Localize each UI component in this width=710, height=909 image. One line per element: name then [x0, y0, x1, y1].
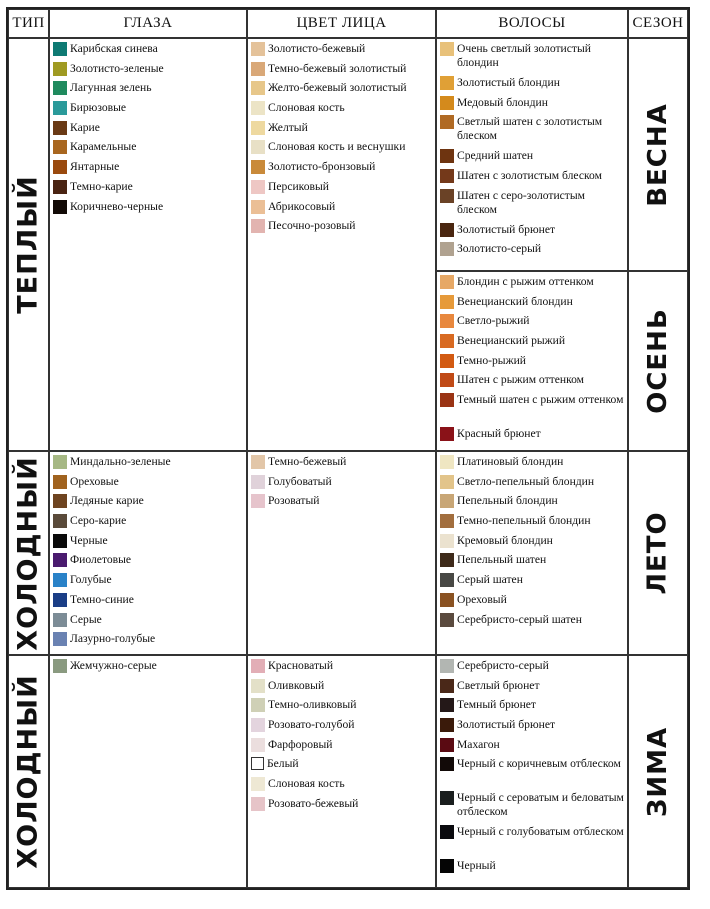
spring-hair-cell [436, 38, 628, 271]
color-label: Голубые [70, 573, 112, 587]
color-item [251, 718, 432, 738]
color-swatch [440, 189, 454, 203]
color-item [440, 738, 624, 758]
color-label: Серебристо-серый [457, 659, 549, 672]
color-item [53, 593, 243, 613]
color-label: Темно-бежевый золотистый [268, 61, 407, 75]
color-label: Желто-бежевый золотистый [268, 81, 407, 95]
color-swatch [251, 81, 265, 95]
color-label: Серые [70, 612, 102, 626]
color-label: Шатен с золотистым блеском [457, 169, 602, 183]
type-cold-winter-label: ХОЛОДНЫЙ [13, 674, 44, 869]
color-item [53, 475, 243, 495]
color-label: Золотистый брюнет [457, 718, 556, 732]
color-label: Темно-оливковый [268, 698, 357, 712]
color-item [440, 553, 624, 573]
color-label: Светлый брюнет [457, 678, 540, 692]
color-swatch [251, 200, 265, 214]
color-item [53, 140, 243, 160]
color-swatch [251, 160, 265, 174]
color-label: Черный с голубоватым отблеском [457, 825, 624, 839]
color-item [251, 455, 432, 475]
color-label: Венецианский рыжий [457, 334, 566, 348]
color-item [251, 62, 432, 82]
color-swatch [440, 757, 454, 771]
color-label: Миндально-зеленые [70, 455, 171, 468]
color-swatch [251, 797, 265, 811]
type-cold-summer-label: ХОЛОДНЫЙ [13, 455, 44, 651]
color-item [440, 613, 624, 633]
color-label: Шатен с серо-золотистым блеском [457, 188, 585, 216]
color-label: Лагунная зелень [70, 81, 152, 95]
color-item [440, 698, 624, 718]
color-swatch [53, 62, 67, 76]
color-swatch [251, 757, 264, 770]
color-swatch [53, 160, 67, 174]
color-item [440, 593, 624, 613]
color-item [53, 659, 243, 679]
season-autumn [628, 271, 688, 451]
color-item [251, 475, 432, 495]
color-item [251, 81, 432, 101]
color-item [440, 373, 624, 393]
color-item [251, 679, 432, 699]
summer-face-cell [247, 451, 436, 655]
color-label: Фарфоровый [268, 737, 333, 751]
color-swatch [440, 679, 454, 693]
color-swatch [251, 494, 265, 508]
color-item [440, 514, 624, 534]
color-item [440, 169, 624, 189]
color-item [440, 427, 624, 447]
color-label: Розоватый [268, 494, 320, 508]
color-swatch [440, 553, 454, 567]
color-item [440, 275, 624, 295]
color-label: Жемчужно-серые [70, 659, 157, 672]
summer-eyes-cell [49, 451, 247, 655]
warm-face-list [251, 42, 432, 239]
color-item [440, 42, 624, 76]
color-label: Темно-бежевый [268, 455, 347, 468]
color-item [440, 791, 624, 825]
color-swatch [53, 81, 67, 95]
color-swatch [440, 494, 454, 508]
color-label: Золотисто-бежевый [268, 42, 366, 55]
color-item [251, 160, 432, 180]
color-swatch [440, 149, 454, 163]
color-swatch [251, 219, 265, 233]
color-label: Серебристо-серый шатен [457, 612, 582, 626]
color-swatch [440, 825, 454, 839]
color-item [251, 101, 432, 121]
color-label: Янтарные [70, 160, 120, 174]
color-swatch [251, 738, 265, 752]
color-label: Пепельный шатен [457, 553, 547, 567]
color-swatch [251, 455, 265, 469]
color-label: Абрикосовый [268, 199, 336, 213]
color-swatch [251, 777, 265, 791]
color-swatch [440, 76, 454, 90]
color-swatch [53, 553, 67, 567]
color-swatch [53, 534, 67, 548]
header-season: СЕЗОН [628, 9, 688, 38]
color-item [440, 314, 624, 334]
type-cold-summer [8, 451, 49, 655]
color-item [440, 334, 624, 354]
color-label: Шатен с рыжим оттенком [457, 373, 585, 387]
color-swatch [440, 393, 454, 407]
color-swatch [53, 121, 67, 135]
color-item [251, 42, 432, 62]
color-item [53, 613, 243, 633]
color-swatch [251, 659, 265, 673]
color-label: Кремовый блондин [457, 533, 553, 547]
color-item [440, 149, 624, 169]
header-face: ЦВЕТ ЛИЦА [247, 9, 436, 38]
color-item [53, 553, 243, 573]
color-item [53, 101, 243, 121]
color-label: Средний шатен [457, 149, 534, 163]
color-label: Черный с коричневым отблеском [457, 757, 621, 771]
color-label: Коричнево-черные [70, 199, 164, 213]
summer-hair-cell [436, 451, 628, 655]
color-label: Темно-пепельный блондин [457, 514, 591, 528]
color-label: Махагон [457, 737, 500, 751]
color-item [53, 42, 243, 62]
color-item [440, 393, 624, 427]
color-swatch [251, 718, 265, 732]
color-swatch [440, 659, 454, 673]
color-item [251, 121, 432, 141]
color-swatch [440, 698, 454, 712]
color-swatch [440, 613, 454, 627]
spring-hair-list [440, 42, 624, 262]
winter-face-list [251, 659, 432, 817]
color-label: Лазурно-голубые [70, 632, 156, 646]
color-swatch [53, 632, 67, 646]
summer-eyes-list [53, 455, 243, 652]
season-spring-label: ВЕСНА [643, 102, 674, 207]
color-item [53, 62, 243, 82]
color-label: Золотисто-зеленые [70, 61, 164, 75]
color-swatch [251, 180, 265, 194]
color-item [440, 859, 624, 879]
color-item [440, 534, 624, 554]
color-item [440, 757, 624, 791]
color-swatch [53, 101, 67, 115]
color-item [53, 494, 243, 514]
season-winter [628, 655, 688, 888]
color-item [440, 825, 624, 859]
season-autumn-label: ОСЕНЬ [643, 308, 673, 414]
color-item [440, 494, 624, 514]
color-item [440, 189, 624, 223]
color-item [53, 534, 243, 554]
color-swatch [440, 295, 454, 309]
color-item [440, 223, 624, 243]
color-item [53, 632, 243, 652]
color-label: Слоновая кость [268, 777, 345, 791]
color-item [251, 738, 432, 758]
color-label: Ореховый [457, 592, 507, 606]
header-hair: ВОЛОСЫ [436, 9, 628, 38]
color-label: Светлый шатен с золотистым блеском [457, 115, 603, 143]
color-label: Золотисто-серый [457, 242, 542, 256]
color-label: Оливковый [268, 678, 325, 692]
color-swatch [251, 62, 265, 76]
color-label: Бирюзовые [70, 101, 127, 115]
color-swatch [53, 573, 67, 587]
autumn-hair-list [440, 275, 624, 447]
color-label: Красноватый [268, 659, 334, 672]
color-swatch [440, 275, 454, 289]
color-item [53, 455, 243, 475]
color-item [53, 514, 243, 534]
color-label: Черный [457, 859, 496, 873]
type-warm [8, 38, 49, 451]
color-item [53, 180, 243, 200]
color-item [251, 200, 432, 220]
color-item [440, 718, 624, 738]
color-label: Черные [70, 533, 108, 547]
color-swatch [440, 859, 454, 873]
color-label: Слоновая кость [268, 101, 345, 115]
color-label: Слоновая кость и веснушки [268, 140, 406, 154]
color-label: Темный шатен с рыжим оттенком [457, 393, 624, 407]
color-label: Розовато-голубой [268, 718, 355, 732]
color-swatch [440, 42, 454, 56]
color-label: Платиновый блондин [457, 455, 564, 468]
color-swatch [440, 169, 454, 183]
winter-eyes-list [53, 659, 243, 679]
color-label: Светло-пепельный блондин [457, 474, 595, 488]
color-item [440, 115, 624, 149]
color-swatch [440, 242, 454, 256]
color-item [251, 219, 432, 239]
color-swatch [440, 534, 454, 548]
color-swatch [251, 101, 265, 115]
color-label: Персиковый [268, 179, 329, 193]
season-winter-label: ЗИМА [643, 726, 674, 817]
color-item [440, 354, 624, 374]
color-swatch [440, 593, 454, 607]
color-label: Венецианский блондин [457, 294, 573, 308]
color-swatch [53, 494, 67, 508]
color-label: Золотисто-бронзовый [268, 160, 376, 174]
color-item [440, 475, 624, 495]
color-label: Темный брюнет [457, 698, 536, 712]
color-swatch [251, 140, 265, 154]
autumn-hair-cell [436, 271, 628, 451]
color-swatch [53, 42, 67, 56]
color-label: Темно-рыжий [457, 353, 526, 367]
color-label: Золотистый брюнет [457, 222, 556, 236]
warm-eyes-list [53, 42, 243, 219]
color-swatch [251, 698, 265, 712]
color-label: Красный брюнет [457, 427, 541, 441]
color-item [440, 659, 624, 679]
color-item [251, 494, 432, 514]
color-label: Ореховые [70, 474, 119, 488]
color-swatch [53, 613, 67, 627]
color-label: Серо-карие [70, 514, 127, 528]
color-type-table [6, 7, 690, 890]
color-swatch [440, 738, 454, 752]
color-label: Ледяные карие [70, 494, 144, 508]
color-item [440, 573, 624, 593]
color-swatch [440, 475, 454, 489]
color-swatch [53, 514, 67, 528]
color-label: Очень светлый золотистый блондин [457, 42, 591, 69]
color-swatch [440, 718, 454, 732]
season-summer-label: ЛЕТО [643, 511, 674, 595]
winter-eyes-cell [49, 655, 247, 888]
color-item [440, 242, 624, 262]
color-label: Темно-синие [70, 592, 134, 606]
winter-hair-cell [436, 655, 628, 888]
color-label: Медовый блондин [457, 95, 548, 109]
color-swatch [53, 180, 67, 194]
color-swatch [440, 354, 454, 368]
color-label: Серый шатен [457, 573, 523, 587]
color-swatch [53, 200, 67, 214]
color-swatch [251, 475, 265, 489]
color-swatch [53, 140, 67, 154]
summer-face-list [251, 455, 432, 514]
color-swatch [440, 223, 454, 237]
summer-hair-list [440, 455, 624, 632]
type-cold-winter [8, 655, 49, 888]
header-type: ТИП [8, 9, 49, 38]
color-label: Фиолетовые [70, 553, 132, 567]
color-swatch [53, 593, 67, 607]
warm-face-cell [247, 38, 436, 451]
header-eyes: ГЛАЗА [49, 9, 247, 38]
color-swatch [251, 679, 265, 693]
color-swatch [251, 42, 265, 56]
color-swatch [251, 121, 265, 135]
color-swatch [53, 475, 67, 489]
color-label: Белый [267, 757, 299, 771]
color-swatch [440, 373, 454, 387]
color-item [53, 200, 243, 220]
winter-hair-list [440, 659, 624, 879]
color-label: Голубоватый [268, 474, 332, 488]
color-item [251, 698, 432, 718]
type-warm-label: ТЕПЛЫЙ [13, 175, 44, 314]
color-swatch [440, 791, 454, 805]
color-swatch [440, 334, 454, 348]
color-item [440, 679, 624, 699]
color-item [440, 76, 624, 96]
color-swatch [440, 96, 454, 110]
color-item [251, 180, 432, 200]
color-label: Темно-карие [70, 179, 133, 193]
color-item [251, 797, 432, 817]
color-swatch [440, 314, 454, 328]
color-swatch [53, 455, 67, 469]
winter-face-cell [247, 655, 436, 888]
color-item [251, 757, 432, 777]
color-swatch [440, 573, 454, 587]
color-label: Карие [70, 120, 100, 134]
color-item [53, 573, 243, 593]
season-summer [628, 451, 688, 655]
color-item [53, 81, 243, 101]
color-item [53, 160, 243, 180]
warm-eyes-cell [49, 38, 247, 451]
season-spring [628, 38, 688, 271]
color-swatch [440, 427, 454, 441]
color-item [251, 659, 432, 679]
color-label: Карибская синева [70, 42, 158, 55]
color-label: Пепельный блондин [457, 494, 558, 508]
color-item [440, 455, 624, 475]
color-label: Розовато-бежевый [268, 796, 359, 810]
color-label: Карамельные [70, 140, 137, 154]
color-label: Золотистый блондин [457, 76, 560, 89]
color-item [251, 777, 432, 797]
color-label: Блондин с рыжим оттенком [457, 275, 594, 288]
color-label: Черный с сероватым и беловатым отблеском [457, 791, 624, 819]
color-label: Песочно-розовый [268, 219, 356, 233]
color-label: Светло-рыжий [457, 314, 530, 328]
color-swatch [440, 455, 454, 469]
color-swatch [440, 514, 454, 528]
color-item [440, 295, 624, 315]
color-label: Желтый [268, 120, 308, 134]
color-item [251, 140, 432, 160]
color-item [53, 121, 243, 141]
color-item [440, 96, 624, 116]
color-swatch [53, 659, 67, 673]
color-swatch [440, 115, 454, 129]
